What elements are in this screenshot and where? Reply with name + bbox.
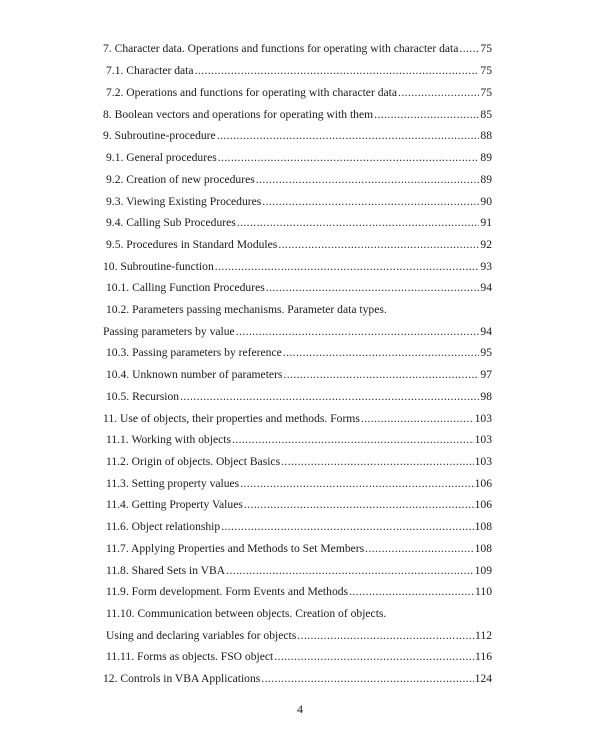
toc-entry-page: 116: [475, 650, 492, 663]
toc-entry-page: 106: [474, 498, 492, 511]
toc-entry-title: 10.5. Recursion: [106, 390, 180, 403]
toc-entry-title: 7.2. Operations and functions for operating with character data: [106, 86, 398, 99]
toc-entry: [103, 129, 492, 143]
leader-dots: [180, 390, 479, 404]
leader-dots: [236, 325, 480, 339]
toc-entry-title: 11.4. Getting Property Values: [106, 498, 243, 511]
toc-entry: [106, 151, 492, 165]
toc-entry-title: 11.8. Shared Sets in VBA: [106, 564, 226, 577]
toc-entry: [106, 455, 492, 469]
toc-entry-page: 106: [474, 477, 492, 490]
leader-dots: [256, 173, 480, 187]
toc-entry: [106, 64, 492, 78]
toc-entry: [103, 42, 492, 56]
toc-entry: [106, 433, 492, 447]
leader-dots: [237, 216, 480, 230]
toc-entry-page: 108: [474, 542, 492, 555]
toc-entry-title: 12. Controls in VBA Applications: [103, 672, 261, 685]
leader-dots: [244, 498, 474, 512]
leader-dots: [283, 346, 480, 360]
toc-entry: [106, 173, 492, 187]
toc-entry-page: 85: [480, 108, 492, 121]
toc-entry-title: 11.9. Form development. Form Events and Methods: [106, 585, 349, 598]
toc-entry: [106, 564, 492, 578]
toc-entry-page: 75: [480, 42, 492, 55]
toc-entry-page: 94: [480, 325, 492, 338]
toc-entry: [106, 477, 492, 491]
toc-entry: [106, 368, 492, 382]
leader-dots: [365, 542, 473, 556]
toc-entry-page: 94: [480, 281, 492, 294]
leader-dots: [217, 129, 480, 143]
toc-entry-title: 11.3. Setting property values: [106, 477, 240, 490]
leader-dots: [215, 260, 480, 274]
toc-entry: [106, 585, 492, 599]
toc-entry-page: 110: [475, 585, 492, 598]
leader-dots: [281, 455, 474, 469]
toc-entry-title-line1: 11.10. Communication between objects. Creation of objects.: [106, 607, 387, 620]
toc-entry: [106, 216, 492, 230]
leader-dots: [232, 433, 474, 447]
toc-entry-title: 11.7. Applying Properties and Methods to Set Members: [106, 542, 365, 555]
toc-entry-page: 92: [480, 238, 492, 251]
leader-dots: [283, 368, 479, 382]
toc-entry-page: 90: [480, 195, 492, 208]
toc-entry-page: 103: [474, 455, 492, 468]
toc-entry-title: 9.1. General procedures: [106, 151, 217, 164]
toc-entry-page: 98: [480, 390, 492, 403]
leader-dots: [297, 629, 474, 643]
toc-entry: [106, 238, 492, 252]
toc-entry: [106, 520, 492, 534]
leader-dots: [374, 108, 479, 122]
leader-dots: [221, 520, 473, 534]
toc-entry-page: 91: [480, 216, 492, 229]
toc-entry-title: 10.3. Passing parameters by reference: [106, 346, 282, 359]
toc-entry-title: 9.3. Viewing Existing Procedures: [106, 195, 262, 208]
toc-entry: [106, 498, 492, 512]
toc-entry: [106, 650, 492, 664]
leader-dots: [266, 281, 480, 295]
toc-entry: [103, 325, 492, 339]
toc-entry-page: 112: [475, 629, 492, 642]
toc-entry-title: 11.11. Forms as objects. FSO object: [106, 650, 274, 663]
toc-entry-title: 10.4. Unknown number of parameters: [106, 368, 283, 381]
page-number: 4: [297, 702, 303, 716]
toc-entry: [103, 672, 492, 686]
leader-dots: [226, 564, 473, 578]
toc-entry-page: 93: [480, 260, 492, 273]
toc-entry-page: 108: [474, 520, 492, 533]
toc-entry: [106, 195, 492, 209]
toc-entry-title: 11.1. Working with objects: [106, 433, 231, 446]
leader-dots: [262, 195, 479, 209]
toc-entry: [103, 260, 492, 274]
toc-entry-title: Using and declaring variables for objects: [106, 629, 297, 642]
leader-dots: [218, 151, 480, 165]
toc-entry-title: 8. Boolean vectors and operations for operating with them: [103, 108, 374, 121]
toc-entry-title: 9.2. Creation of new procedures: [106, 173, 255, 186]
toc-entry-title: 10.1. Calling Function Procedures: [106, 281, 265, 294]
leader-dots: [398, 86, 479, 100]
toc-entry-title: 11. Use of objects, their properties and methods. Forms: [103, 412, 360, 425]
leader-dots: [349, 585, 474, 599]
toc-entry-title: Passing parameters by value: [103, 325, 235, 338]
leader-dots: [278, 238, 479, 252]
toc-entry-title: 7.1. Character data: [106, 64, 194, 77]
toc-entry-page: 75: [480, 64, 492, 77]
toc-entry: [103, 108, 492, 122]
toc-entry: [106, 281, 492, 295]
toc-entry-page: 97: [480, 368, 492, 381]
toc-entry-page: 75: [480, 86, 492, 99]
leader-dots: [240, 477, 473, 491]
leader-dots: [274, 650, 474, 664]
toc-entry: [106, 346, 492, 360]
toc-entry-title-line1: 10.2. Parameters passing mechanisms. Parameter data types.: [106, 303, 387, 316]
toc-entry: [106, 86, 492, 100]
toc-entry-title: 7. Character data. Operations and functions for operating with character data: [103, 42, 459, 55]
leader-dots: [361, 412, 474, 426]
toc-entry-page: 89: [480, 151, 492, 164]
toc-entry-page: 124: [474, 672, 492, 685]
toc-entry-page: 103: [474, 412, 492, 425]
toc-entry-title: 11.2. Origin of objects. Object Basics: [106, 455, 281, 468]
toc-entry-page: 95: [480, 346, 492, 359]
toc-entry-page: 103: [474, 433, 492, 446]
toc-entry-title: 11.6. Object relationship: [106, 520, 221, 533]
leader-dots: [459, 42, 479, 56]
toc-entry-page: 88: [480, 129, 492, 142]
toc-entry-title: 9.5. Procedures in Standard Modules: [106, 238, 278, 251]
toc-entry: [106, 542, 492, 556]
toc-entry-page: 89: [480, 173, 492, 186]
toc-entry-page: 109: [474, 564, 492, 577]
toc-entry-title: 9. Subroutine-procedure: [103, 129, 216, 142]
toc-entry: [103, 412, 492, 426]
toc-entry: [106, 390, 492, 404]
toc-entry-title: 10. Subroutine-function: [103, 260, 214, 273]
leader-dots: [195, 64, 480, 78]
leader-dots: [261, 672, 473, 686]
toc-entry: [106, 629, 492, 643]
toc-entry-title: 9.4. Calling Sub Procedures: [106, 216, 236, 229]
